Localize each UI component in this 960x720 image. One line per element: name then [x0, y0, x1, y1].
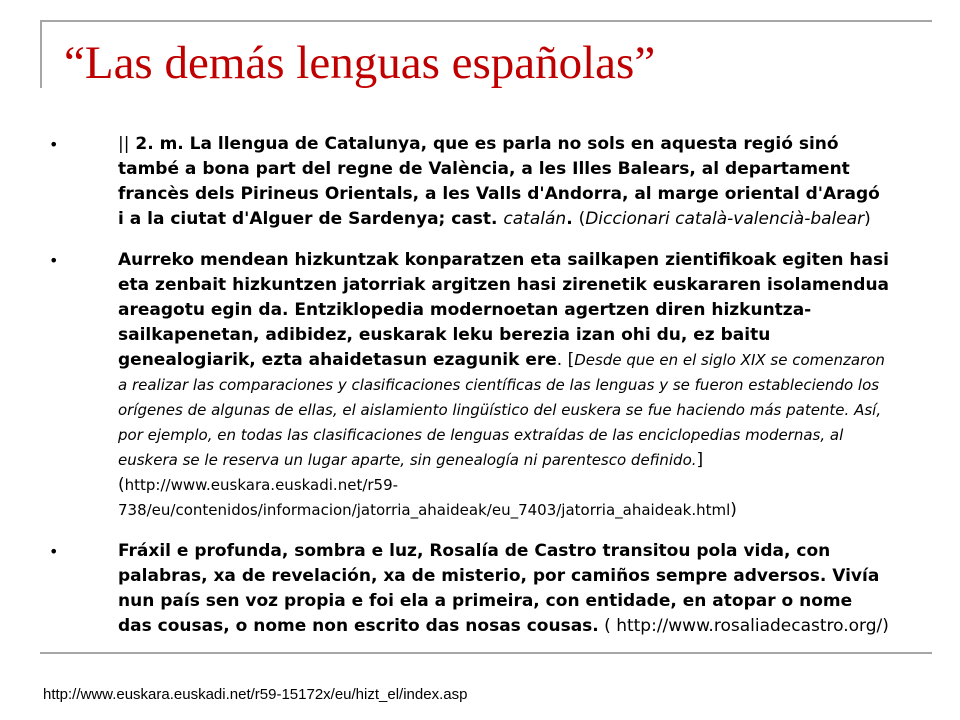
bullet-dot: •: [49, 135, 59, 154]
bullet-item-galician: [0, 539, 890, 639]
bullet-text: [118, 132, 890, 232]
top-border-line: [40, 20, 932, 22]
bottom-border-line: [40, 652, 932, 654]
source-open-paren: (: [578, 209, 586, 229]
bullet-list: [0, 132, 960, 655]
source-close-paren: ): [864, 209, 871, 229]
pipe-mark: ||: [118, 134, 130, 154]
bullet-text: [118, 248, 890, 523]
slide-title: “Las demás lenguas españolas”: [64, 37, 656, 89]
left-border-line: [40, 20, 42, 88]
source-url-link[interactable]: http://www.rosaliadecastro.org/: [616, 616, 883, 636]
bullet-dot: •: [49, 542, 59, 561]
source-close-paren: ): [882, 616, 889, 636]
source-citation: Diccionari català-valencià-balear: [585, 209, 865, 229]
source-url-link[interactable]: http://www.euskara.euskadi.net/r59-738/eu/contenidos/informacion/jatorria_ahaideak/eu_7403/jatorria_ahaideak.html: [118, 476, 731, 519]
basque-paragraph: Aurreko mendean hizkuntzak konparatzen eta sailkapen zientifikoak egiten hasi eta zenbait hizkuntzen jatorriak argitzen hasi zirenetik euskararen isolamendua areagotu egin da. Entziklopedia modernoetan agertzen diren hizkuntza-sailkapenetan, adibidez, euskarak leku berezia izan ohi du, ez baitu genealogiarik, ezta ahaidetasun ezagunik ere: [118, 250, 890, 370]
bullet-dot: •: [49, 251, 59, 270]
bracket-open: [: [562, 350, 575, 370]
bullet-text: [118, 539, 890, 639]
period: .: [556, 350, 563, 370]
source-open-paren: (: [598, 616, 617, 636]
paren-close: ): [730, 500, 737, 520]
spanish-translation: Desde que en el siglo XIX se comenzaron a realizar las comparaciones y clasificaciones científicas de las lenguas y se fueron estableciendo los orígenes de algunas de ellas, el aislamiento lingüístico del euskera se fue haciendo más patente. Así, por ejemplo, en todas las clasificaciones de lenguas extraídas de las enciclopedias modernas, al euskera se le reserva un lugar aparte, sin genealogía ni parentesco definido.: [118, 351, 885, 469]
galician-paragraph: Fráxil e profunda, sombra e luz, Rosalía de Castro transitou pola vida, con palabras, xa de revelación, xa de misterio, por camiños sempre adversos. Vivía nun país sen voz propia e foi ela a primeira, con entidade, en atopar o nome das cousas, o nome non escrito das nosas cousas.: [118, 541, 880, 636]
bullet-item-basque: [0, 248, 890, 523]
catalan-definition: 2. m. La llengua de Catalunya, que es parla no sols en aquesta regió sinó també a bona part del regne de València, a les Illes Balears, al departament francès dels Pirineus Orientals, a les Valls d'Andorra, al marge oriental d'Aragó i a la ciutat d'Alguer de Sardenya; cast.: [118, 134, 880, 229]
bullet-item-catalan: [0, 132, 890, 232]
footer-url-link[interactable]: http://www.euskara.euskadi.net/r59-15172x/eu/hizt_el/index.asp: [43, 686, 468, 703]
cast-word: catalán: [503, 209, 567, 229]
bracket-close: ] (: [118, 450, 704, 495]
period-after-cast: .: [566, 209, 579, 229]
